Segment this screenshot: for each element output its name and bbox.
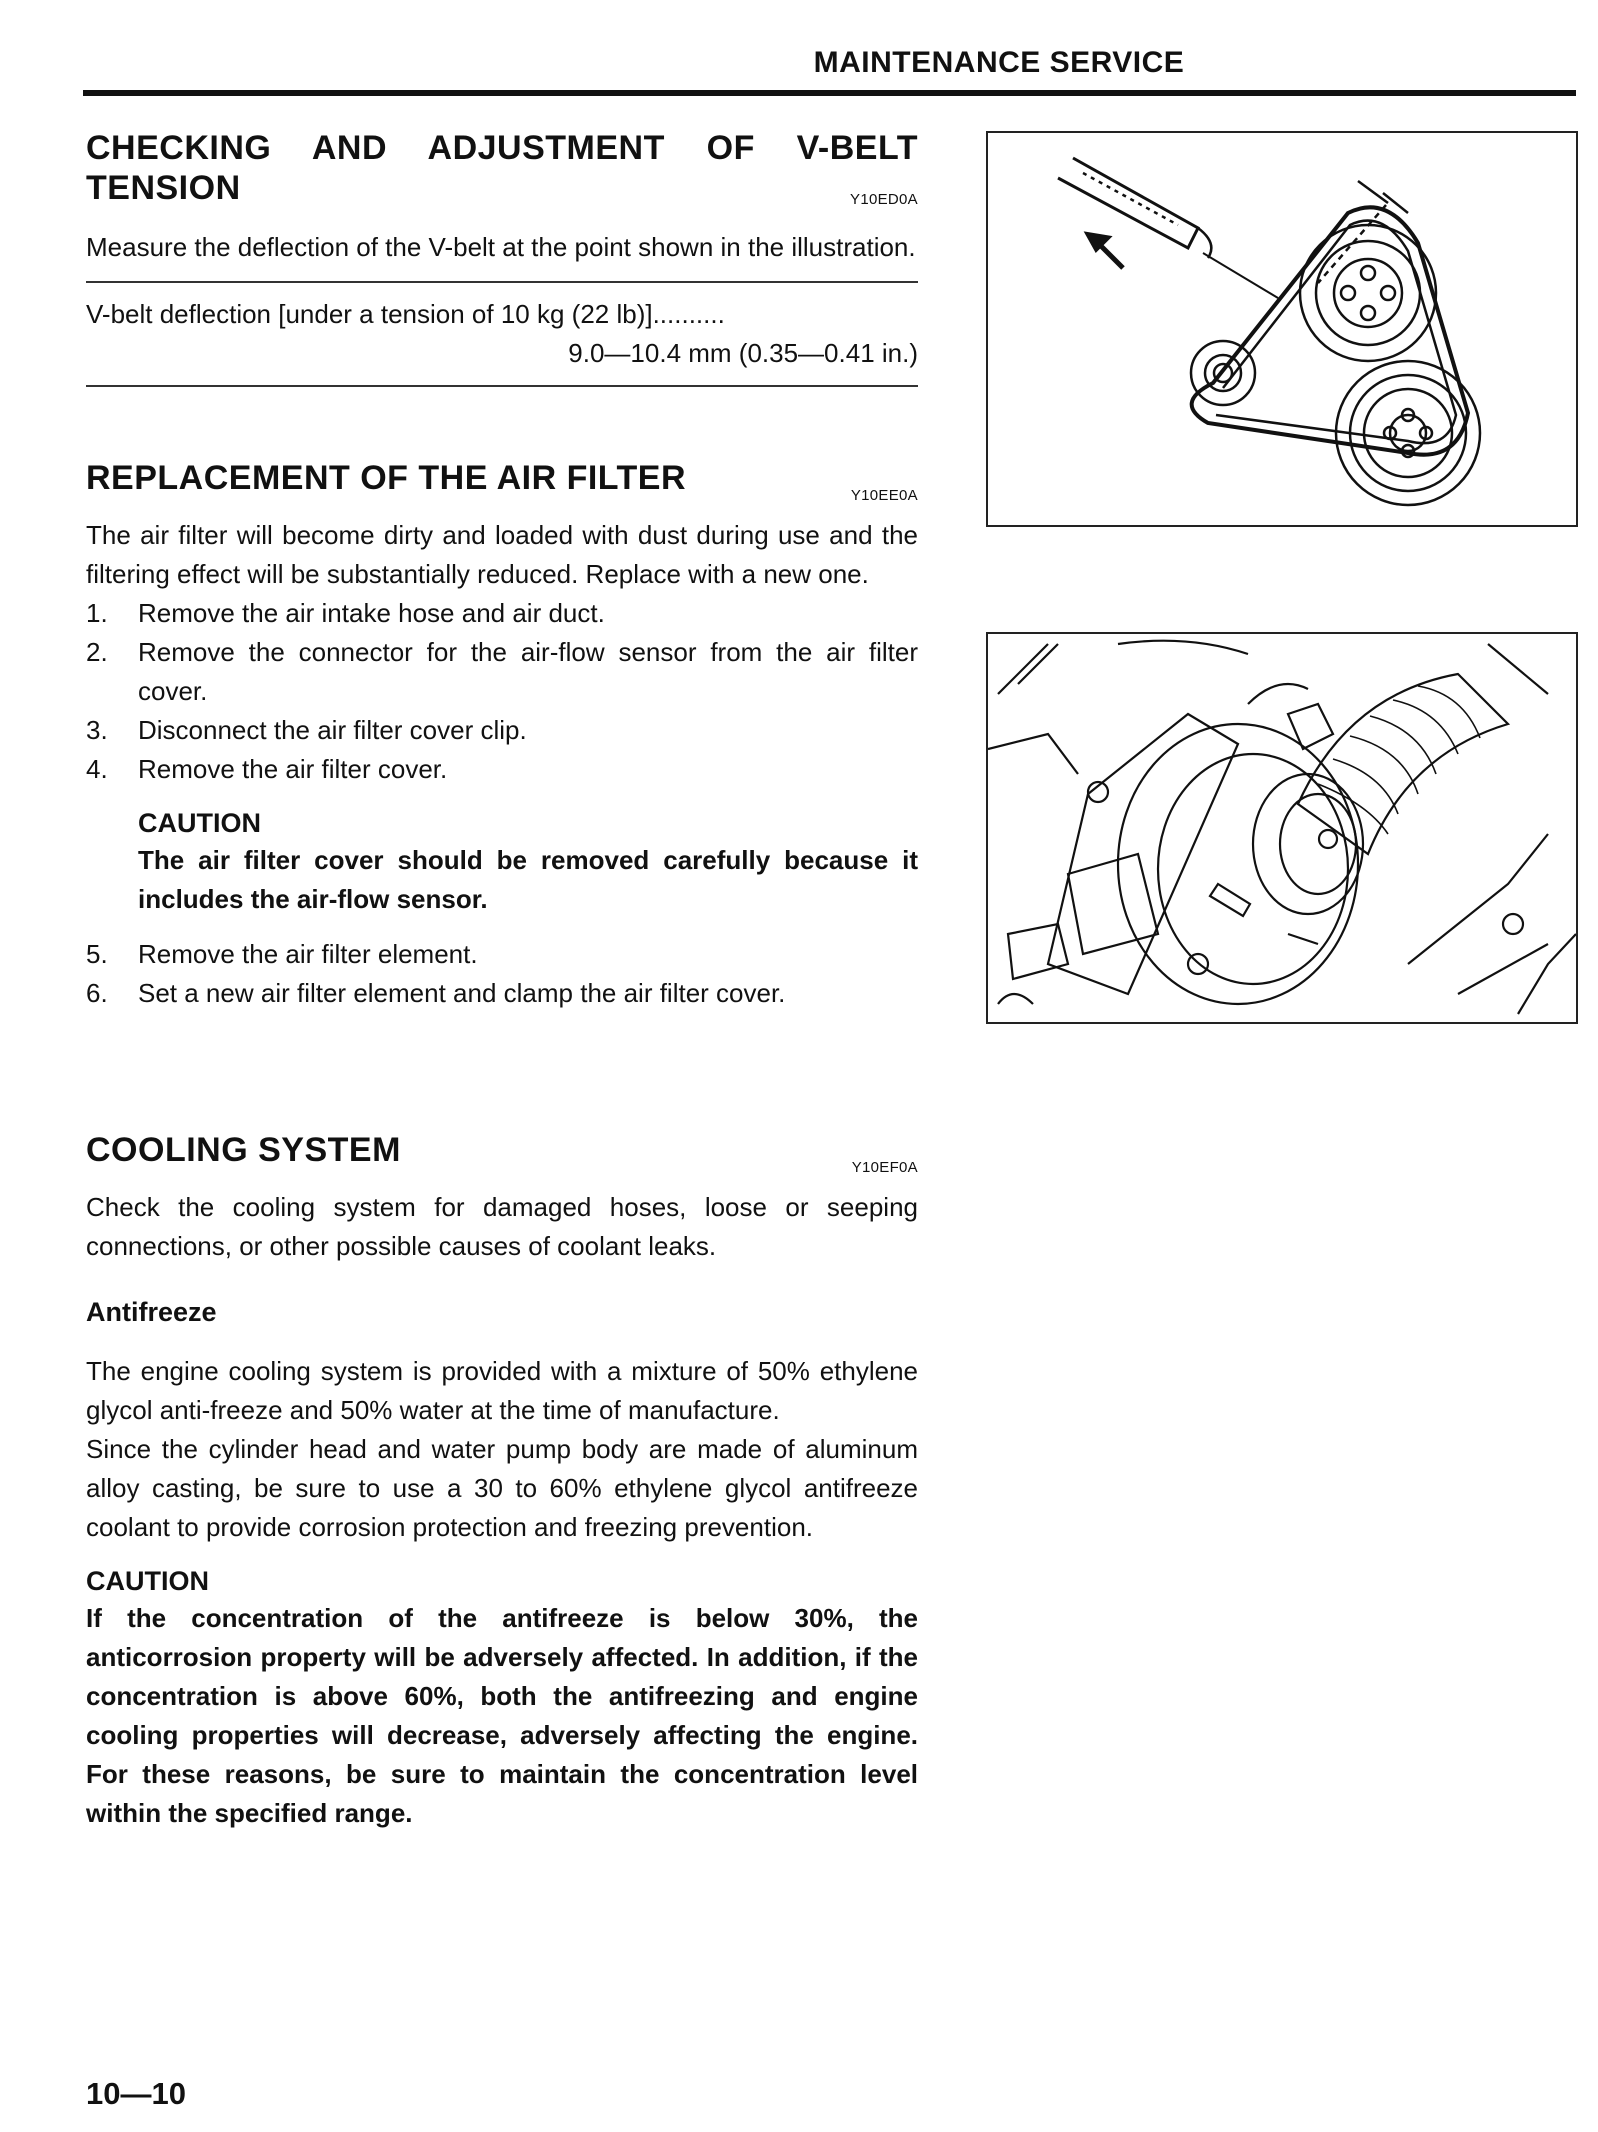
step-number: 6.	[86, 978, 108, 1008]
step-number: 2.	[86, 637, 108, 667]
spec-rule-bottom	[86, 385, 918, 387]
vbelt-illustration-icon	[988, 133, 1576, 525]
airfilter-steps-2	[86, 935, 918, 1013]
step-text: Remove the connector for the air-flow sensor from the air filter cover.	[138, 637, 918, 706]
cooling-code: Y10EF0A	[851, 1159, 918, 1176]
vbelt-spec-value: 9.0—10.4 mm (0.35—0.41 in.)	[568, 338, 918, 368]
step-number: 1.	[86, 598, 108, 628]
vbelt-spec-label: V-belt deflection [under a tension of 10 kg (22 lb)]..........	[86, 299, 725, 329]
step-number: 4.	[86, 754, 108, 784]
step-text: Remove the air filter cover.	[138, 754, 448, 784]
list-item	[86, 750, 918, 789]
step-number: 5.	[86, 939, 108, 969]
airfilter-caution	[138, 805, 918, 919]
list-item	[86, 594, 918, 633]
step-text: Remove the air intake hose and air duct.	[138, 598, 605, 628]
airfilter-figure	[986, 632, 1578, 1024]
section-vbelt	[86, 128, 918, 387]
antifreeze-heading: Antifreeze	[86, 1297, 217, 1327]
list-item	[86, 935, 918, 974]
antifreeze-para2: Since the cylinder head and water pump body are made of aluminum alloy casting, be sure to use a 30 to 60% ethylene glycol antifreeze coolant to provide corrosion protection and freezing prevention.	[86, 1434, 918, 1542]
cooling-title	[86, 1130, 918, 1176]
vbelt-spec	[86, 283, 918, 373]
step-text: Disconnect the air filter cover clip.	[138, 715, 527, 745]
list-item	[86, 633, 918, 711]
vbelt-figure	[986, 131, 1578, 527]
airfilter-title	[86, 458, 918, 504]
cooling-caution-text: If the concentration of the antifreeze is below 30%, the anticorrosion property will be adversely affected. In addition, if the concentration is above 60%, both the antifreezing and engine cooling properties will decrease, adversely affecting the engine. For these reasons, be sure to maintain the concentration level within the specified range.	[86, 1603, 918, 1828]
list-item	[86, 711, 918, 750]
vbelt-title-line1	[86, 128, 918, 168]
step-number: 3.	[86, 715, 108, 745]
vbelt-code: Y10ED0A	[850, 191, 918, 208]
vbelt-title-text: CHECKING AND ADJUSTMENT OF V-BELT	[86, 129, 918, 167]
header-rule	[83, 90, 1576, 96]
section-cooling	[86, 1130, 918, 1833]
cooling-title-text: COOLING SYSTEM	[86, 1131, 401, 1169]
page-number: 10—10	[86, 2076, 186, 2111]
section-airfilter	[86, 458, 918, 1013]
step-text: Set a new air filter element and clamp the air filter cover.	[138, 978, 786, 1008]
airfilter-code: Y10EE0A	[850, 487, 918, 504]
step-text: Remove the air filter element.	[138, 939, 478, 969]
page-header-title: MAINTENANCE SERVICE	[813, 46, 1185, 79]
cooling-intro: Check the cooling system for damaged hoses, loose or seeping connections, or other possible causes of coolant leaks.	[86, 1192, 918, 1261]
vbelt-intro: Measure the deflection of the V-belt at the point shown in the illustration.	[86, 232, 916, 262]
list-item	[86, 974, 918, 1013]
airfilter-caution-label: CAUTION	[138, 808, 261, 838]
antifreeze-para1: The engine cooling system is provided with a mixture of 50% ethylene glycol anti-freeze and 50% water at the time of manufacture.	[86, 1356, 918, 1425]
airfilter-title-text: REPLACEMENT OF THE AIR FILTER	[86, 459, 687, 497]
vbelt-title-line2-text: TENSION	[86, 169, 241, 207]
vbelt-title-line2	[86, 168, 918, 208]
airfilter-illustration-icon	[988, 634, 1576, 1022]
airfilter-caution-text: The air filter cover should be removed carefully because it includes the air-flow sensor.	[138, 845, 918, 914]
airfilter-intro: The air filter will become dirty and loaded with dust during use and the filtering effect will be substantially reduced. Replace with a new one.	[86, 520, 918, 589]
airfilter-steps	[86, 594, 918, 789]
cooling-caution-label: CAUTION	[86, 1566, 209, 1596]
